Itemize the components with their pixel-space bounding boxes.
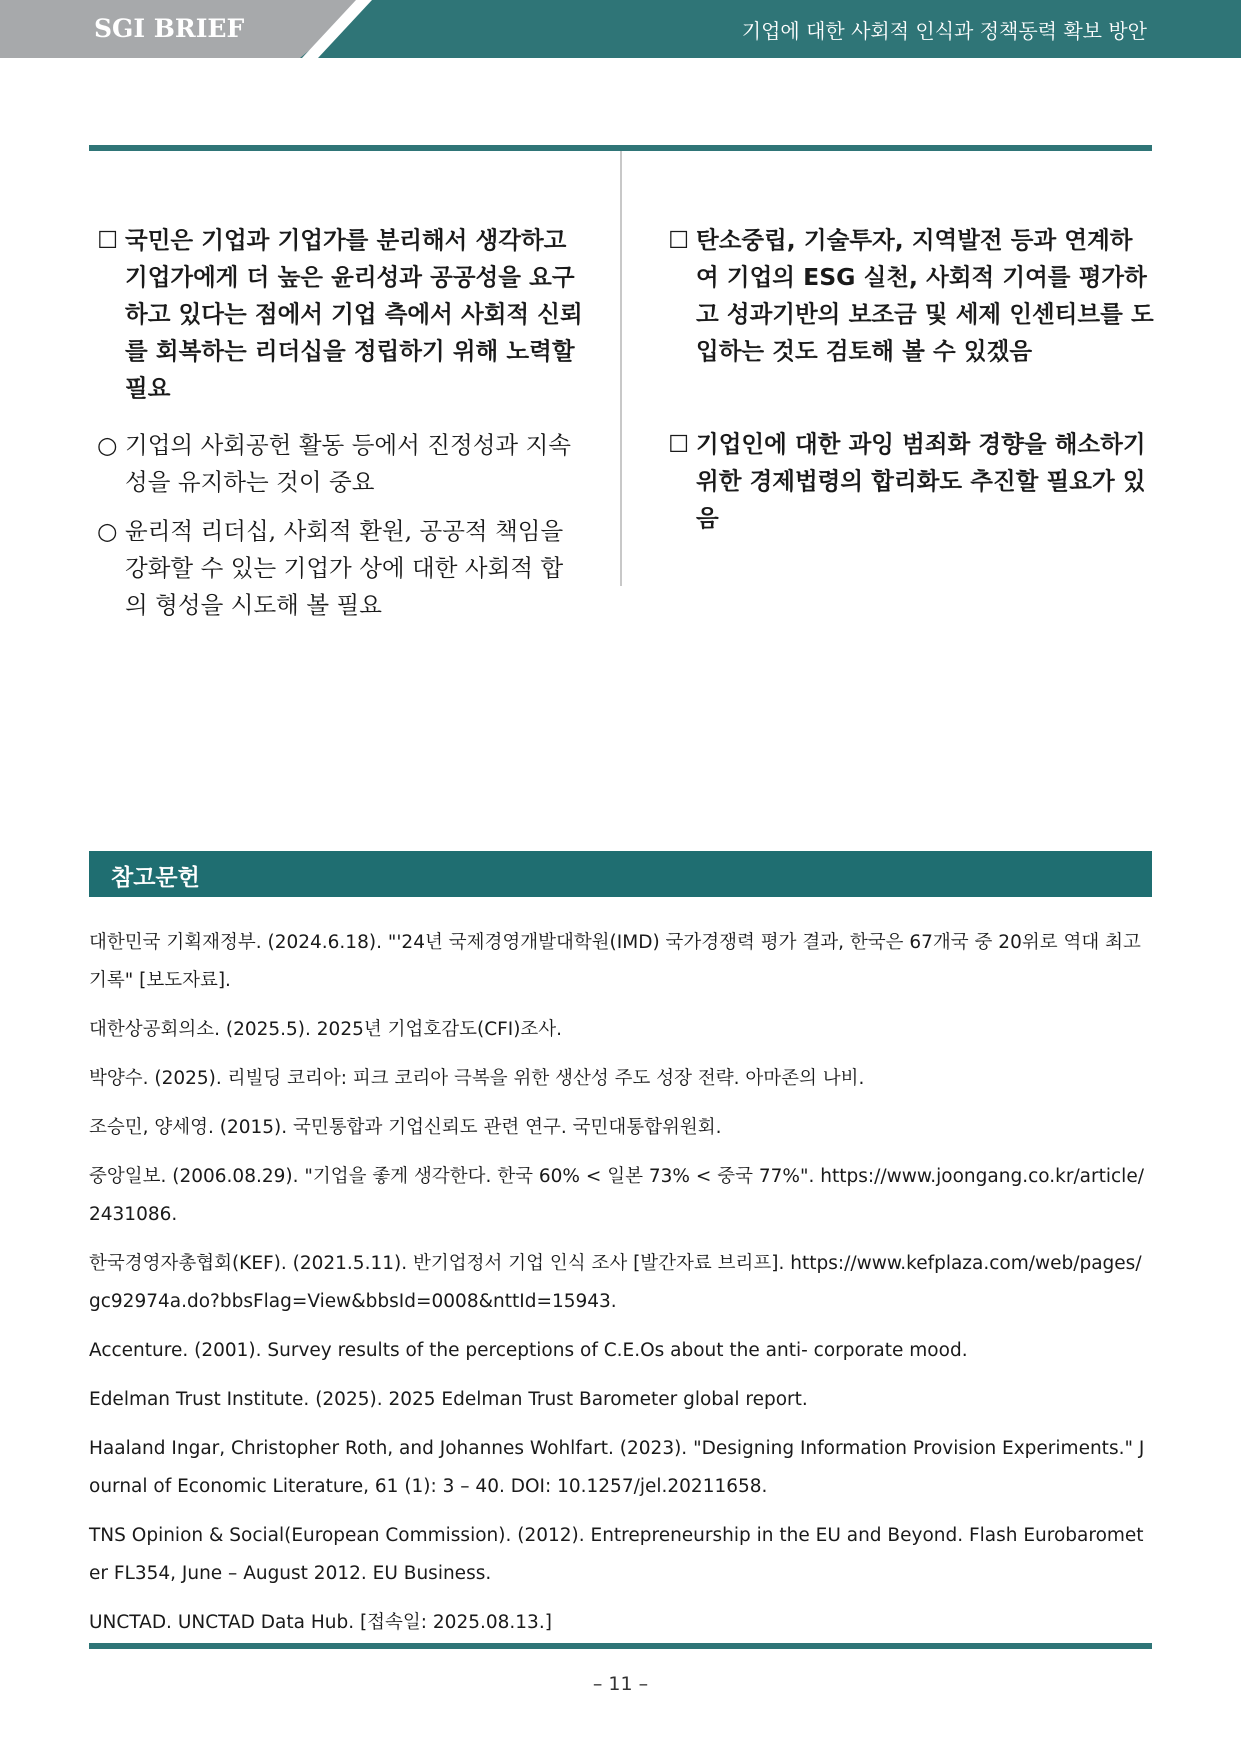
references-list — [89, 924, 1152, 1653]
sub-bullet-item — [97, 427, 583, 501]
circle-bullet-icon: ○ — [97, 431, 118, 459]
checkbox-bullet-icon: ☐ — [97, 226, 119, 254]
references-heading: 참고문헌 — [111, 865, 200, 891]
reference-item: Accenture. (2001). Survey results of the perceptions of C.E.Os about the anti- corporate mood. — [89, 1340, 968, 1361]
checkbox-bullet-icon: ☐ — [668, 226, 690, 254]
reference-item: 조승민, 양세영. (2015). 국민통합과 기업신뢰도 관련 연구. 국민대통합위원회. — [89, 1117, 722, 1138]
reference-item: 대한상공회의소. (2025.5). 2025년 기업호감도(CFI)조사. — [89, 1019, 563, 1040]
sub-bullet-item — [97, 513, 583, 624]
page-header — [0, 0, 1241, 58]
bottom-rule — [89, 1643, 1152, 1649]
bullet-text: 탄소중립, 기술투자, 지역발전 등과 연계하여 기업의 ESG 실천, 사회적 기여를 평가하고 성과기반의 보조금 및 세제 인센티브를 도입하는 것도 검토해 볼 수 있겠음 — [696, 226, 1154, 365]
reference-item: TNS Opinion & Social(European Commission). (2012). Entrepreneurship in the EU and Beyond. Flash Eurobarometer FL354, June – August 2012. EU Business. — [89, 1525, 1144, 1584]
bullet-text: 기업인에 대한 과잉 범죄화 경향을 해소하기 위한 경제법령의 합리화도 추진할 필요가 있음 — [696, 430, 1146, 532]
sub-bullet-text: 기업의 사회공헌 활동 등에서 진정성과 지속성을 유지하는 것이 중요 — [125, 431, 571, 496]
bullet-item — [668, 426, 1154, 537]
sub-bullet-text: 윤리적 리더십, 사회적 환원, 공공적 책임을 강화할 수 있는 기업가 상에 대한 사회적 합의 형성을 시도해 볼 필요 — [125, 517, 564, 619]
checkbox-bullet-icon: ☐ — [668, 430, 690, 458]
bullet-item — [668, 222, 1154, 370]
circle-bullet-icon: ○ — [97, 517, 118, 545]
reference-item: UNCTAD. UNCTAD Data Hub. [접속일: 2025.08.13.] — [89, 1612, 552, 1633]
header-title: 기업에 대한 사회적 인식과 정책동력 확보 방안 — [741, 19, 1147, 43]
column-divider — [620, 151, 622, 586]
reference-item: 중앙일보. (2006.08.29). "기업을 좋게 생각한다. 한국 60% < 일본 73% < 중국 77%". https://www.joongang.co.kr/article/2431086. — [89, 1166, 1144, 1225]
reference-item: Haaland Ingar, Christopher Roth, and Johannes Wohlfart. (2023). "Designing Information Provision Experiments." Journal of Economic Literature, 61 (1): 3 – 40. DOI: 10.1257/jel.20211658. — [89, 1438, 1145, 1497]
left-column — [97, 222, 583, 636]
right-column — [668, 222, 1154, 593]
brand-logo-text: SGI BRIEF — [94, 14, 245, 43]
reference-item: 박양수. (2025). 리빌딩 코리아: 피크 코리아 극복을 위한 생산성 주도 성장 전략. 아마존의 나비. — [89, 1068, 865, 1089]
bullet-item — [97, 222, 583, 407]
reference-item: 한국경영자총협회(KEF). (2021.5.11). 반기업정서 기업 인식 조사 [발간자료 브리프]. https://www.kefplaza.com/web/pages/gc92974a.do?bbsFlag=View&bbsId=0008&nttId=15943. — [89, 1253, 1142, 1312]
reference-item: 대한민국 기획재정부. (2024.6.18). "'24년 국제경영개발대학원(IMD) 국가경쟁력 평가 결과, 한국은 67개국 중 20위로 역대 최고 기록" [보도자료]. — [89, 932, 1141, 991]
page-number: – 11 – — [592, 1673, 649, 1695]
references-heading-bar — [89, 851, 1152, 897]
bullet-text: 국민은 기업과 기업가를 분리해서 생각하고 기업가에게 더 높은 윤리성과 공공성을 요구하고 있다는 점에서 기업 측에서 사회적 신뢰를 회복하는 리더십을 정립하기 위해 노력할 필요 — [125, 226, 583, 402]
reference-item: Edelman Trust Institute. (2025). 2025 Edelman Trust Barometer global report. — [89, 1389, 808, 1410]
